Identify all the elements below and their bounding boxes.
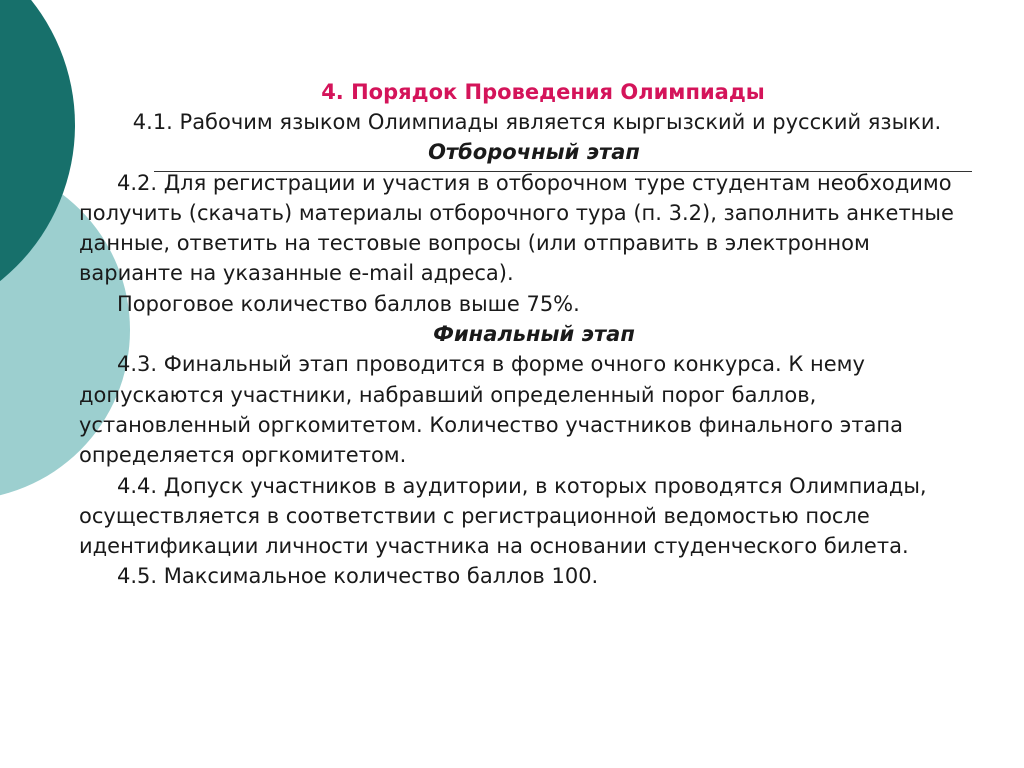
- paragraph-4-5: 4.5. Максимальное количество баллов 100.: [117, 564, 599, 589]
- section-heading-final: Финальный этап: [433, 322, 635, 347]
- slide-content: [79, 72, 979, 592]
- horizontal-divider: [154, 171, 972, 172]
- paragraph-threshold: Пороговое количество баллов выше 75%.: [117, 291, 580, 316]
- paragraph-4-3: 4.3. Финальный этап проводится в форме очного конкурса. К нему допускаются участники, набравший определенный порог баллов, установленный оргкомитетом. Количество участников финального этапа определяется оргкомитетом.: [79, 352, 904, 468]
- slide-subtitle: 4.1. Рабочим языком Олимпиады является кыргызский и русский языки.: [132, 110, 942, 134]
- section-heading-qualifying: Отборочный этап: [428, 140, 640, 165]
- slide-title: 4. Порядок Проведения Олимпиады: [321, 80, 765, 104]
- paragraph-4-4: 4.4. Допуск участников в аудитории, в которых проводятся Олимпиады, осуществляется в соответствии с регистрационной ведомостью после идентификации личности участника на основании студенческого билета.: [79, 473, 927, 559]
- paragraph-4-2: 4.2. Для регистрации и участия в отборочном туре студентам необходимо получить (скачать) материалы отборочного тура (п. 3.2), заполнить анкетные данные, ответить на тестовые вопросы (или отправить в электронном варианте на указанные e-mail адреса).: [79, 170, 954, 286]
